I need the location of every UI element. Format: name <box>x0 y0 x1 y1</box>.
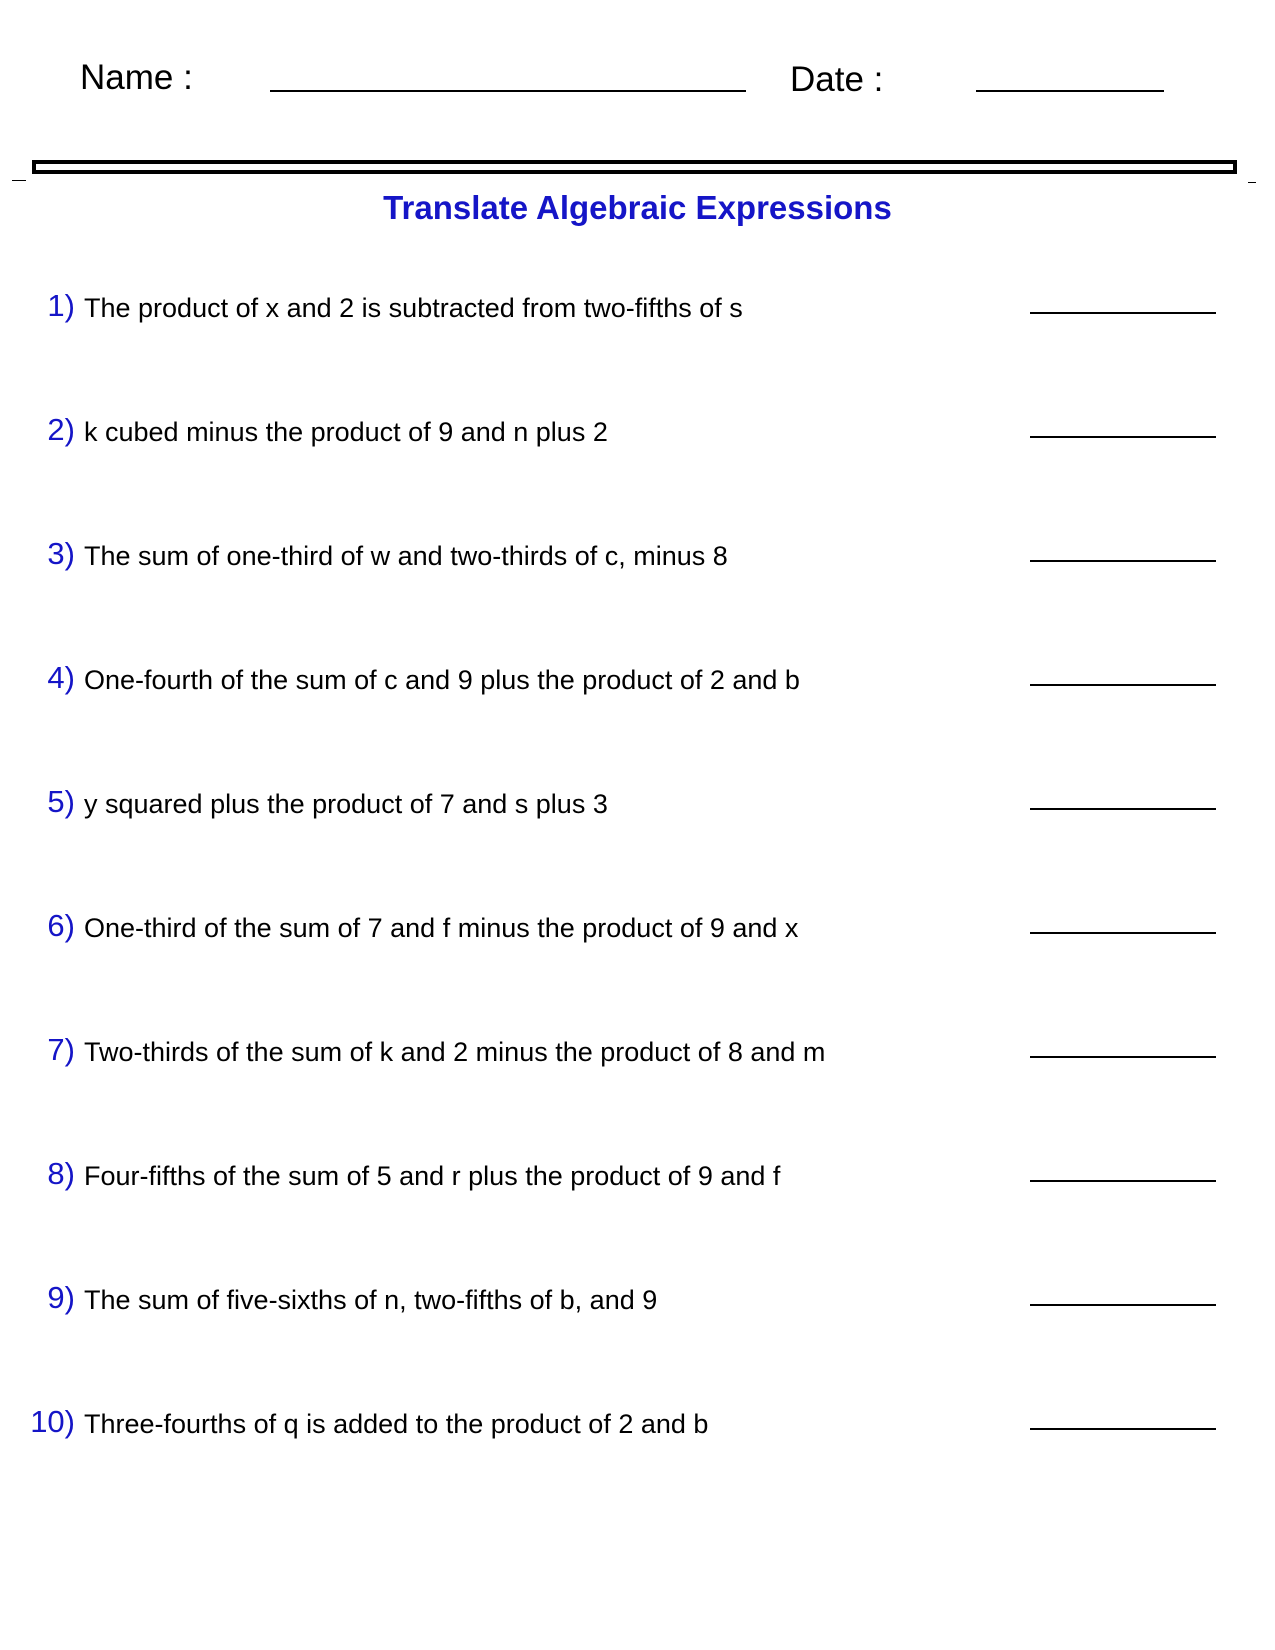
header-divider <box>32 160 1237 174</box>
question-row <box>0 536 1275 596</box>
worksheet-title: Translate Algebraic Expressions <box>383 189 892 226</box>
question-row <box>0 288 1275 348</box>
question-number: 1) <box>47 288 75 323</box>
question-row <box>0 908 1275 968</box>
question-number: 4) <box>47 660 75 695</box>
question-text: One-third of the sum of 7 and f minus the product of 9 and x <box>84 913 799 943</box>
question-number: 6) <box>47 908 75 943</box>
question-row <box>0 1404 1275 1464</box>
question-number: 9) <box>47 1280 75 1315</box>
question-number: 8) <box>47 1156 75 1191</box>
question-row <box>0 1156 1275 1216</box>
question-text: Four-fifths of the sum of 5 and r plus the product of 9 and f <box>84 1161 781 1191</box>
question-row <box>0 784 1275 844</box>
question-text: y squared plus the product of 7 and s plus 3 <box>84 789 608 819</box>
answer-line[interactable] <box>1030 312 1216 314</box>
name-field[interactable] <box>270 90 746 92</box>
question-number: 10) <box>30 1404 75 1439</box>
question-text: One-fourth of the sum of c and 9 plus the product of 2 and b <box>84 665 800 695</box>
question-number: 5) <box>47 784 75 819</box>
question-row <box>0 1280 1275 1340</box>
question-number: 2) <box>47 412 75 447</box>
answer-line[interactable] <box>1030 560 1216 562</box>
question-row <box>0 412 1275 472</box>
answer-line[interactable] <box>1030 808 1216 810</box>
date-label: Date : <box>790 60 884 99</box>
question-text: The sum of five-sixths of n, two-fifths of b, and 9 <box>84 1285 658 1315</box>
date-field[interactable] <box>976 90 1164 92</box>
divider-left-tick <box>12 180 26 181</box>
answer-line[interactable] <box>1030 1056 1216 1058</box>
question-text: k cubed minus the product of 9 and n plus 2 <box>84 417 608 447</box>
name-label: Name : <box>80 58 193 97</box>
question-text: Two-thirds of the sum of k and 2 minus the product of 8 and m <box>84 1037 826 1067</box>
question-number: 7) <box>47 1032 75 1067</box>
answer-line[interactable] <box>1030 1304 1216 1306</box>
answer-line[interactable] <box>1030 1428 1216 1430</box>
question-row <box>0 660 1275 720</box>
question-text: The product of x and 2 is subtracted from two-fifths of s <box>84 293 743 323</box>
answer-line[interactable] <box>1030 932 1216 934</box>
question-row <box>0 1032 1275 1092</box>
answer-line[interactable] <box>1030 1180 1216 1182</box>
divider-right-tick <box>1248 182 1256 183</box>
question-number: 3) <box>47 536 75 571</box>
question-text: Three-fourths of q is added to the product of 2 and b <box>84 1409 709 1439</box>
question-text: The sum of one-third of w and two-thirds of c, minus 8 <box>84 541 728 571</box>
answer-line[interactable] <box>1030 436 1216 438</box>
answer-line[interactable] <box>1030 684 1216 686</box>
